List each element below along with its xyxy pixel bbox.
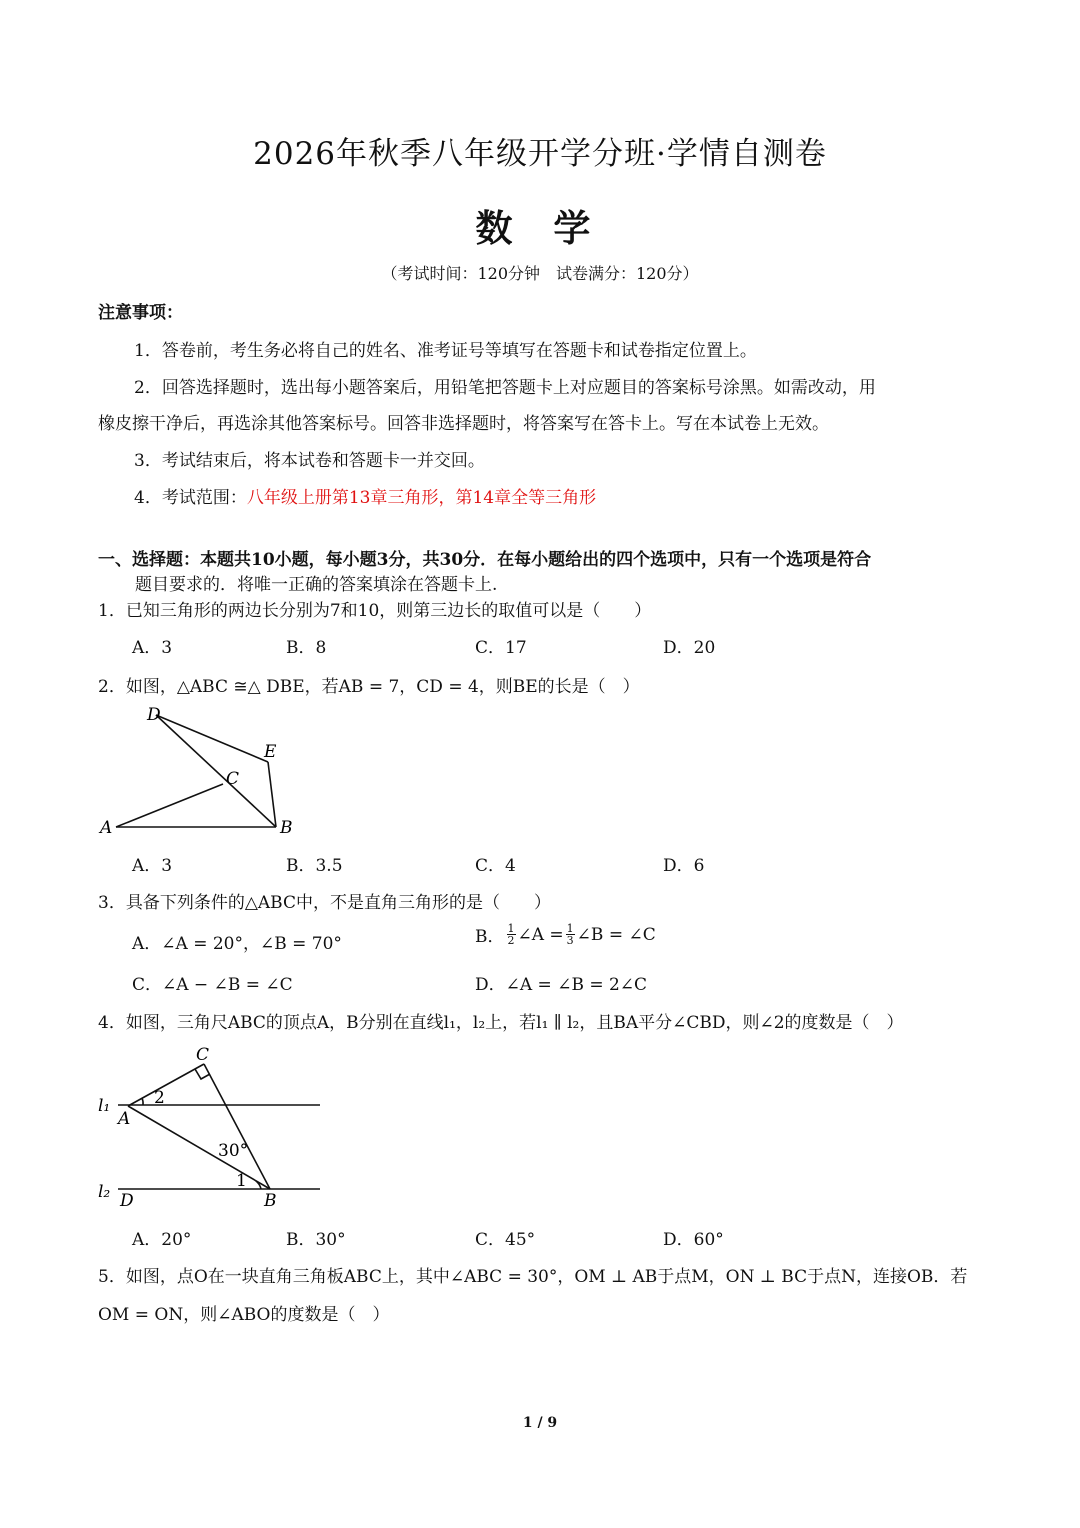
notice-item-2b: 橡皮擦干净后，再选涂其他答案标号。回答非选择题时，将答案写在答卡上。写在本试卷上无效。 [98,414,829,434]
q2-stem: 2．如图，△ABC ≅△ DBE，若AB = 7，CD = 4，则BE的长是（ ） [98,677,640,697]
q2-option-d: D．6 [663,856,705,876]
fraction-numerator: 1 [507,922,515,935]
q1-option-b: B．8 [286,638,327,658]
page-number: 1 / 9 [522,1415,558,1431]
q1-option-d: D．20 [663,638,716,658]
q2-option-b: B．3.5 [286,856,343,876]
label-d: D [147,705,161,725]
segment-de [156,715,268,762]
notice-item-4 [134,483,596,508]
notice-item-4-prefix: 4．考试范围： [134,488,247,508]
q3-option-b [475,922,656,947]
label-l1: l₁ [98,1096,111,1116]
notice-item-2a: 2．回答选择题时，选出每小题答案后，用铅笔把答题卡上对应题目的答案标号涂黑。如需改动，用 [134,378,876,398]
exam-scope: 八年级上册第13章三角形，第14章全等三角形 [246,488,597,508]
q3-option-c: C．∠A − ∠B = ∠C [132,975,293,995]
q1-option-a: A．3 [132,638,173,658]
label-a: A [118,1109,131,1129]
q4-option-b: B．30° [286,1230,346,1250]
label-angle-2: 2 [154,1088,165,1108]
label-c: C [196,1045,210,1065]
fraction-denominator: 2 [507,934,515,947]
q3-option-b-prefix: B． [475,927,505,947]
exam-info: （考试时间：120分钟 试卷满分：120分） [381,264,699,283]
label-d: D [120,1191,134,1211]
q4-stem: 4．如图，三角尺ABC的顶点A，B分别在直线l₁，l₂上，若l₁ ∥ l₂，且BA平分∠CBD，则∠2的度数是（ ） [98,1013,904,1033]
label-c: C [226,769,240,789]
q4-option-a: A．20° [132,1230,192,1250]
exam-title: 2026年秋季八年级开学分班·学情自测卷 [253,136,827,172]
segment-db [156,715,276,827]
label-30-degree: 30° [218,1141,249,1161]
section1-heading-a: 一、选择题：本题共10小题，每小题3分，共30分．在每小题给出的四个选项中，只有一个选项是符合 [98,550,872,570]
notice-item-1: 1．答卷前，考生务必将自己的姓名、准考证号等填写在答题卡和试卷指定位置上。 [134,341,757,361]
q2-option-c: C．4 [475,856,516,876]
q4-option-d: D．60° [663,1230,724,1250]
fraction-one-third [566,923,575,946]
q5-stem-a: 5．如图，点O在一块直角三角板ABC上，其中∠ABC = 30°，OM ⊥ AB于点M，ON ⊥ BC于点N，连接OB．若 [98,1267,968,1287]
q1-stem: 1．已知三角形的两边长分别为7和10，则第三边长的取值可以是（ ） [98,601,652,621]
q2-option-a: A．3 [132,856,173,876]
notice-item-3: 3．考试结束后，将本试卷和答题卡一并交回。 [134,451,485,471]
q4-figure [90,1040,330,1215]
fraction-numerator: 1 [566,922,574,935]
q1-option-c: C．17 [475,638,527,658]
label-e: E [264,742,277,762]
notice-heading: 注意事项： [98,303,183,323]
q3-option-a: A．∠A = 20°，∠B = 70° [132,934,342,954]
section1-heading-b: 题目要求的．将唯一正确的答案填涂在答题卡上. [135,575,498,595]
subject-title: 数 学 [475,207,605,250]
label-a: A [100,818,113,838]
q3-stem: 3．具备下列条件的△ABC中，不是直角三角形的是（ ） [98,893,551,913]
segment-ac [116,784,223,827]
label-b: B [264,1191,277,1211]
angle-2-arc [142,1098,143,1105]
label-b: B [280,818,293,838]
fraction-one-half [507,923,516,946]
fraction-denominator: 3 [566,934,574,947]
q2-figure [96,700,316,845]
q3-option-d: D．∠A = ∠B = 2∠C [475,975,648,995]
segment-ac [128,1064,204,1106]
q3-option-b-tail: ∠B = ∠C [576,924,656,945]
q4-option-c: C．45° [475,1230,536,1250]
label-angle-1: 1 [236,1171,247,1191]
label-l2: l₂ [98,1182,111,1202]
q3-option-b-mid: ∠A = [517,924,564,945]
q5-stem-b: OM = ON，则∠ABO的度数是（ ） [98,1305,390,1325]
segment-eb [268,762,276,827]
